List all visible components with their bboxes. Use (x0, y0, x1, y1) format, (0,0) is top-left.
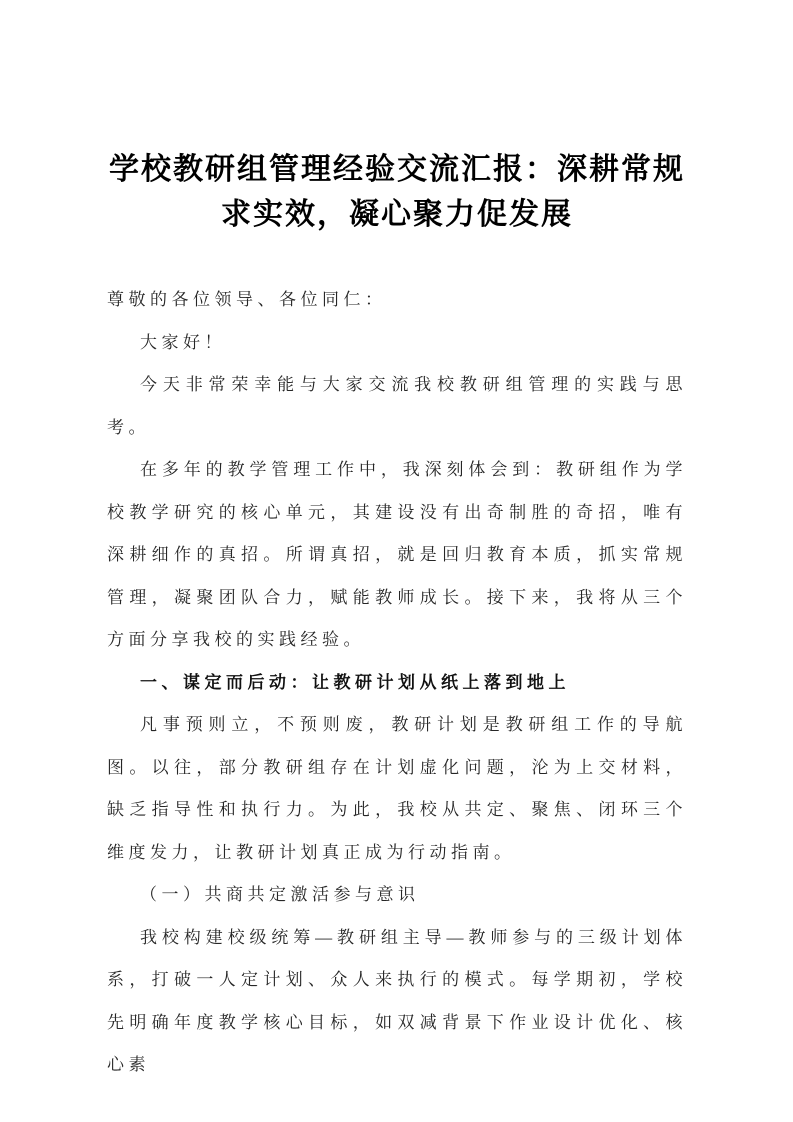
salutation-line: 尊敬的各位领导、各位同仁： (107, 290, 387, 309)
paragraph: 我校构建校级统筹—教研组主导—教师参与的三级计划体系，打破一人定计划、众人来执行的模式。每学期初，学校先明确年度教学核心目标，如双减背景下作业设计优化、核心素 (107, 927, 687, 1074)
document-body (107, 279, 687, 1087)
paragraph: 凡事预则立，不预则废，教研计划是教研组工作的导航图。以往，部分教研组存在计划虚化问题，沦为上交材料，缺乏指导性和执行力。为此，我校从共定、聚焦、闭环三个维度发力，让教研计划真正成为行动指南。 (107, 715, 687, 862)
section-heading: 一、谋定而后动：让教研计划从纸上落到地上 (140, 672, 570, 692)
subsection-heading: （一）共商共定激活参与意识 (140, 885, 420, 904)
document-title: 学校教研组管理经验交流汇报：深耕常规求实效，凝心聚力促发展 (109, 153, 685, 231)
paragraph: 今天非常荣幸能与大家交流我校教研组管理的实践与思考。 (107, 375, 687, 437)
paragraph: 大家好！ (140, 332, 226, 352)
paragraph: 在多年的教学管理工作中，我深刻体会到：教研组作为学校教学研究的核心单元，其建设没有出奇制胜的奇招，唯有深耕细作的真招。所谓真招，就是回归教育本质，抓实常规管理，凝聚团队合力，赋能教师成长。接下来，我将从三个方面分享我校的实践经验。 (107, 460, 687, 649)
